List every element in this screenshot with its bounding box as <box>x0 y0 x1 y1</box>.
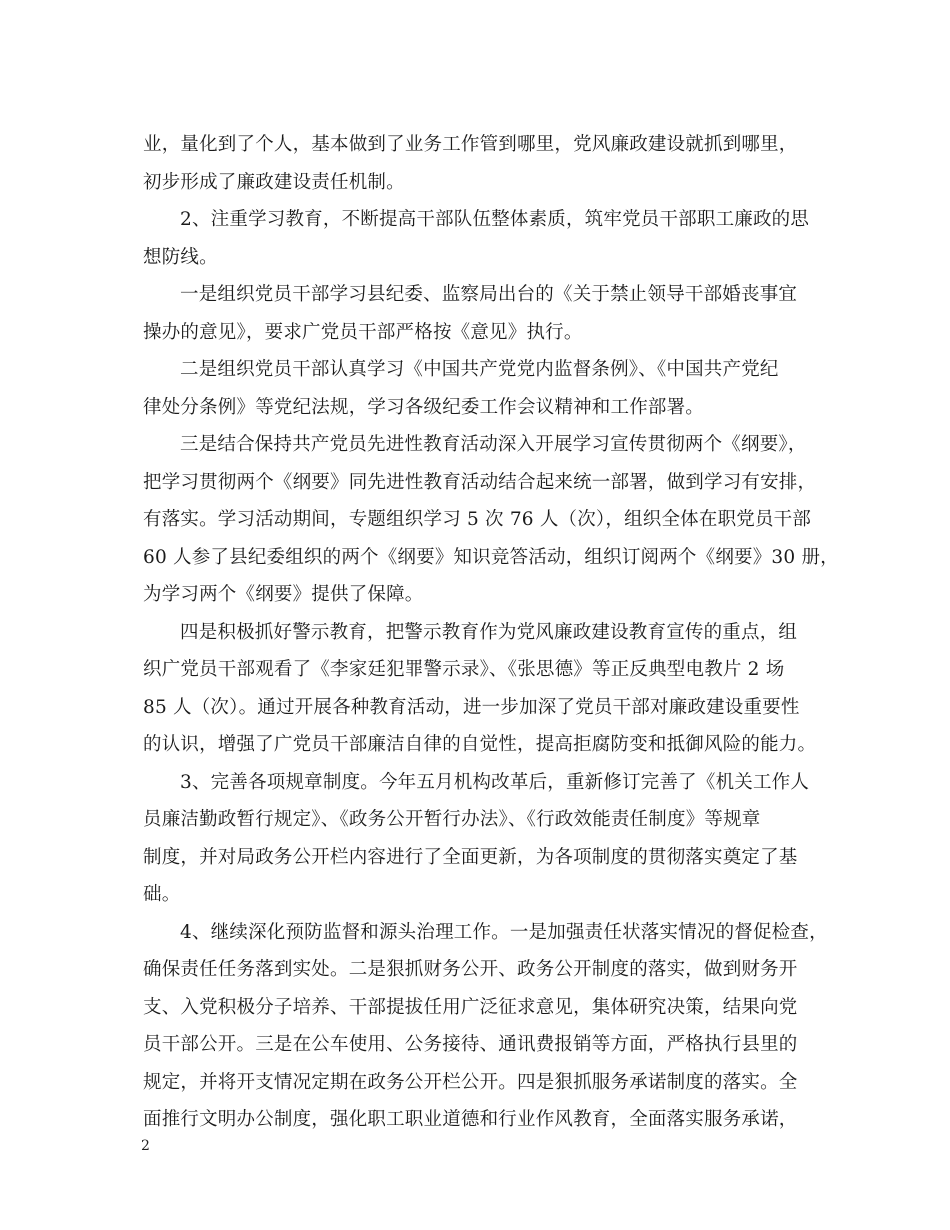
text-line: 础。 <box>143 884 181 905</box>
paragraph-3 <box>143 276 815 351</box>
text-line: 有落实。学习活动期间，专题组织学习 5 次 76 人（次），组织全体在职党员干部 <box>143 509 812 530</box>
text-line: 3、完善各项规章制度。今年五月机构改革后，重新修订完善了《机关工作人 <box>180 771 810 793</box>
text-line: 初步形成了廉政建设责任机制。 <box>143 171 405 193</box>
text-line: 二是组织党员干部认真学习《中国共产党党内监督条例》、《中国共产党纪 <box>180 359 779 380</box>
text-line: 业，量化到了个人，基本做到了业务工作管到哪里，党风廉政建设就抓到哪里， <box>143 134 798 155</box>
text-line: 制度，并对局政务公开栏内容进行了全面更新，为各项制度的贯彻落实奠定了基 <box>143 846 798 868</box>
paragraph-4 <box>143 351 815 426</box>
text-line: 支、入党积极分子培养、干部提拔任用广泛征求意见，集体研究决策，结果向党 <box>143 996 798 1018</box>
text-line: 律处分条例》等党纪法规，学习各级纪委工作会议精神和工作部署。 <box>143 396 705 418</box>
text-line: 的认识，增强了广党员干部廉洁自律的自觉性，提高拒腐防变和抵御风险的能力。 <box>143 734 817 755</box>
paragraph-6 <box>143 614 815 764</box>
paragraph-1 <box>143 126 815 201</box>
text-line: 三是结合保持共产党员先进性教育活动深入开展学习宣传贯彻两个《纲要》， <box>180 434 807 455</box>
text-line: 把学习贯彻两个《纲要》同先进性教育活动结合起来统一部署，做到学习有安排， <box>143 471 817 493</box>
text-line: 织广党员干部观看了《李家廷犯罪警示录》、《张思德》等正反典型电教片 2 场 <box>143 659 785 680</box>
text-line: 2、注重学习教育，不断提高干部队伍整体素质，筑牢党员干部职工廉政的思 <box>180 209 810 230</box>
text-line: 员廉洁勤政暂行规定》、《政务公开暂行办法》、《行政效能责任制度》等规章 <box>143 809 761 830</box>
text-line: 确保责任任务落到实处。二是狠抓财务公开、政务公开制度的落实，做到财务开 <box>143 959 798 980</box>
paragraph-8 <box>143 914 828 1139</box>
paragraph-2 <box>143 201 815 276</box>
text-line: 员干部公开。三是在公车使用、公务接待、通讯费报销等方面，严格执行县里的 <box>143 1034 798 1055</box>
text-line: 操办的意见》，要求广党员干部严格按《意见》执行。 <box>143 321 583 343</box>
text-line: 4、继续深化预防监督和源头治理工作。一是加强责任状落实情况的督促检查， <box>180 921 828 943</box>
text-line: 60 人参了县纪委组织的两个《纲要》知识竞答活动，组织订阅两个《纲要》30 册， <box>143 546 839 568</box>
text-line: 85 人（次）。通过开展各种教育活动，进一步加深了党员干部对廉政建设重要性 <box>143 696 800 718</box>
paragraph-7 <box>143 764 815 914</box>
text-line: 面推行文明办公制度，强化职工职业道德和行业作风教育，全面落实服务承诺， <box>143 1109 798 1130</box>
document-body <box>143 126 839 1139</box>
paragraph-5 <box>143 426 839 614</box>
page-number: 2 <box>141 1138 150 1154</box>
text-line: 一是组织党员干部学习县纪委、监察局出台的《关于禁止领导干部婚丧事宜 <box>180 284 798 305</box>
text-line: 为学习两个《纲要》提供了保障。 <box>143 584 424 605</box>
text-line: 想防线。 <box>143 246 218 268</box>
text-line: 规定，并将开支情况定期在政务公开栏公开。四是狠抓服务承诺制度的落实。全 <box>143 1071 798 1093</box>
text-line: 四是积极抓好警示教育，把警示教育作为党风廉政建设教育宣传的重点，组 <box>180 621 798 643</box>
